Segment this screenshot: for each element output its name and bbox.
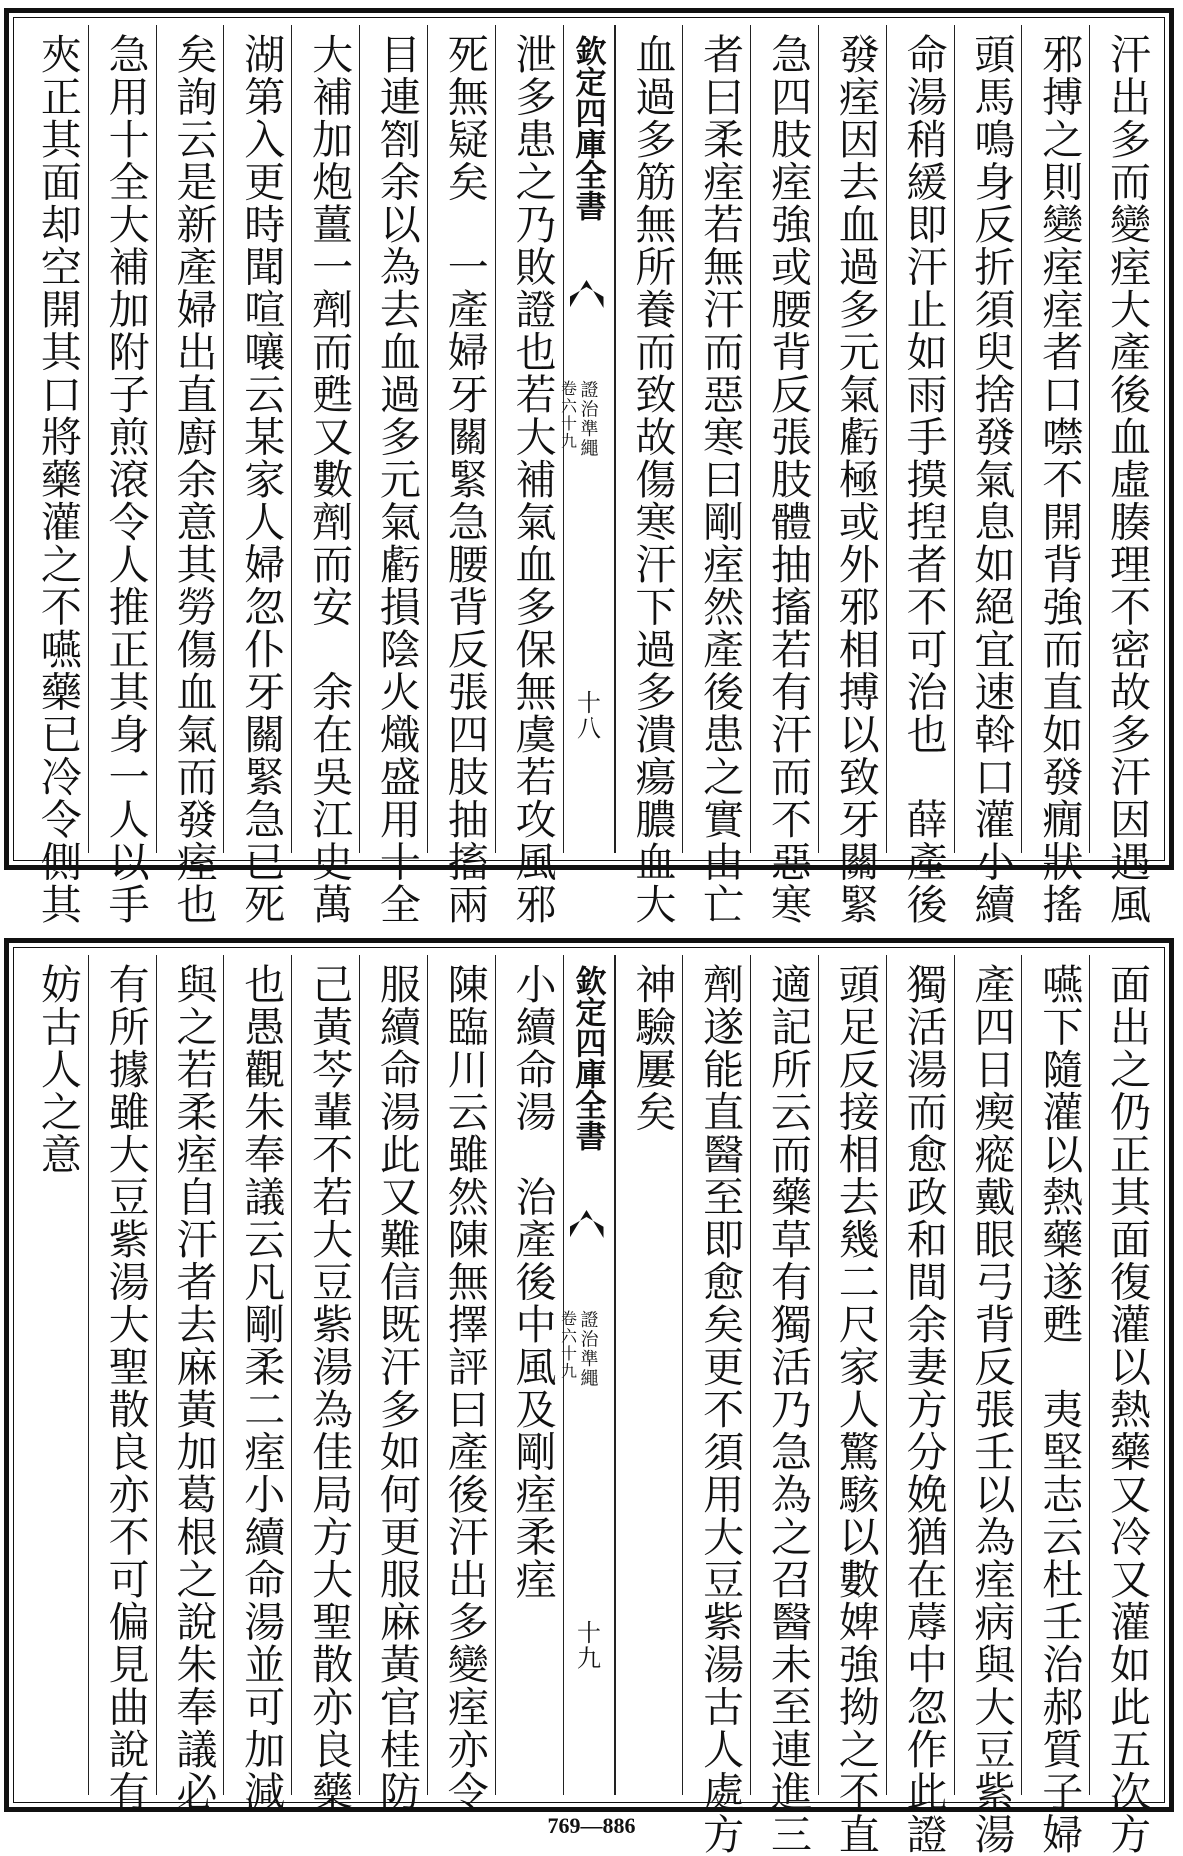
text-column: 急四肢痓強或腰背反張肢體抽搐若有汗而不惡寒	[750, 25, 818, 853]
text-column: 邪搏之則變痓痓者口噤不開背強而直如發癇狀搖	[1021, 25, 1089, 853]
text-column: 獨活湯而愈政和間余妻方分娩猶在蓐中忽作此證	[886, 955, 954, 1795]
text-column: 妨古人之意	[33, 963, 82, 1176]
text-column: 死無疑矣 一產婦牙關緊急腰背反張四肢抽搐兩	[427, 25, 495, 853]
text-column: 急用十全大補加附子煎滾令人推正其身一人以手	[88, 25, 156, 853]
page-number: 十九	[572, 1620, 601, 1671]
text-column: 命湯稍緩即汗止如雨手摸揑者不可治也 薛產後	[886, 25, 954, 853]
text-column: 汗出多而變痓大產後血虛腠理不密故多汗因遇風	[1089, 25, 1157, 853]
text-column: 面出之仍正其面復灌以熱藥又冷又灌如此五次方	[1089, 955, 1157, 1795]
text-column: 產四日瘈瘲戴眼弓背反張壬以為痓病與大豆紫湯	[954, 955, 1022, 1795]
volume-label: 卷六十九	[558, 1310, 578, 1380]
text-column: 適記所云而藥草有獨活乃急為之召醫未至連進三	[750, 955, 818, 1795]
text-column: 矣詢云是新產婦出直廚余意其勞傷血氣而發痓也	[156, 25, 224, 853]
text-column: 大補加炮薑一劑而甦又數劑而安 余在吳江史萬	[291, 25, 359, 853]
center-fold-margin	[558, 955, 615, 1795]
text-column: 也愚觀朱奉議云凡剛柔二痓小續命湯並可加減	[223, 955, 291, 1795]
text-column: 嚥下隨灌以熱藥遂甦 夷堅志云杜壬治郝質子婦	[1021, 955, 1089, 1795]
top-text-columns	[21, 25, 1157, 926]
text-column: 發痓因去血過多元氣虧極或外邪相搏以致牙關緊	[818, 25, 886, 853]
text-column: 陳臨川云雖然陳無擇評曰產後汗出多變痓亦令	[427, 955, 495, 1795]
page-footer-number: 769—886	[547, 1813, 636, 1838]
book-title: 欽定四庫全書	[569, 35, 606, 221]
top-page	[4, 8, 1174, 926]
text-column: 目連劄余以為去血過多元氣虧損陰火熾盛用十全	[359, 25, 427, 853]
center-fold-margin	[558, 25, 615, 853]
text-column: 劑遂能直醫至即愈矣更不須用大豆紫湯古人處方	[682, 955, 750, 1795]
text-column: 泄多患之乃敗證也若大補氣血多保無虞若攻風邪	[495, 25, 563, 853]
text-column: 小續命湯 治產後中風及剛痓柔痓	[495, 955, 563, 1795]
text-column: 湖第入更時聞喧嚷云某家人婦忽仆牙關緊急已死	[223, 25, 291, 853]
section-title: 證治準繩	[577, 380, 599, 458]
text-column: 服續命湯此又難信既汗多如何更服麻黃官桂防	[359, 955, 427, 1795]
volume-label: 卷六十九	[558, 380, 578, 450]
fish-tail-mark-icon	[570, 1210, 604, 1238]
text-column: 有所據雖大豆紫湯大聖散良亦不可偏見曲說有	[88, 955, 156, 1795]
fish-tail-mark-icon	[570, 280, 604, 308]
text-column: 神驗屢矣	[615, 955, 683, 1795]
text-column: 血過多筋無所養而致故傷寒汗下過多潰瘍膿血大	[615, 25, 683, 853]
page-number: 十八	[572, 690, 601, 741]
text-column: 頭足反接相去幾二尺家人驚駭以數婢強拗之不直	[818, 955, 886, 1795]
text-column: 者曰柔痓若無汗而惡寒曰剛痓然產後患之實由亡	[682, 25, 750, 853]
section-title: 證治準繩	[577, 1310, 599, 1388]
text-column: 與之若柔痓自汗者去麻黃加葛根之說朱奉議必	[156, 955, 224, 1795]
text-column: 夾正其面却空開其口將藥灌之不嚥藥已冷令側其	[33, 33, 82, 926]
text-column: 己黃芩輩不若大豆紫湯為佳局方大聖散亦良藥	[291, 955, 359, 1795]
book-title: 欽定四庫全書	[569, 965, 606, 1151]
text-column: 頭馬鳴身反折須臾捨發氣息如絕宜速斡口灌小續	[954, 25, 1022, 853]
